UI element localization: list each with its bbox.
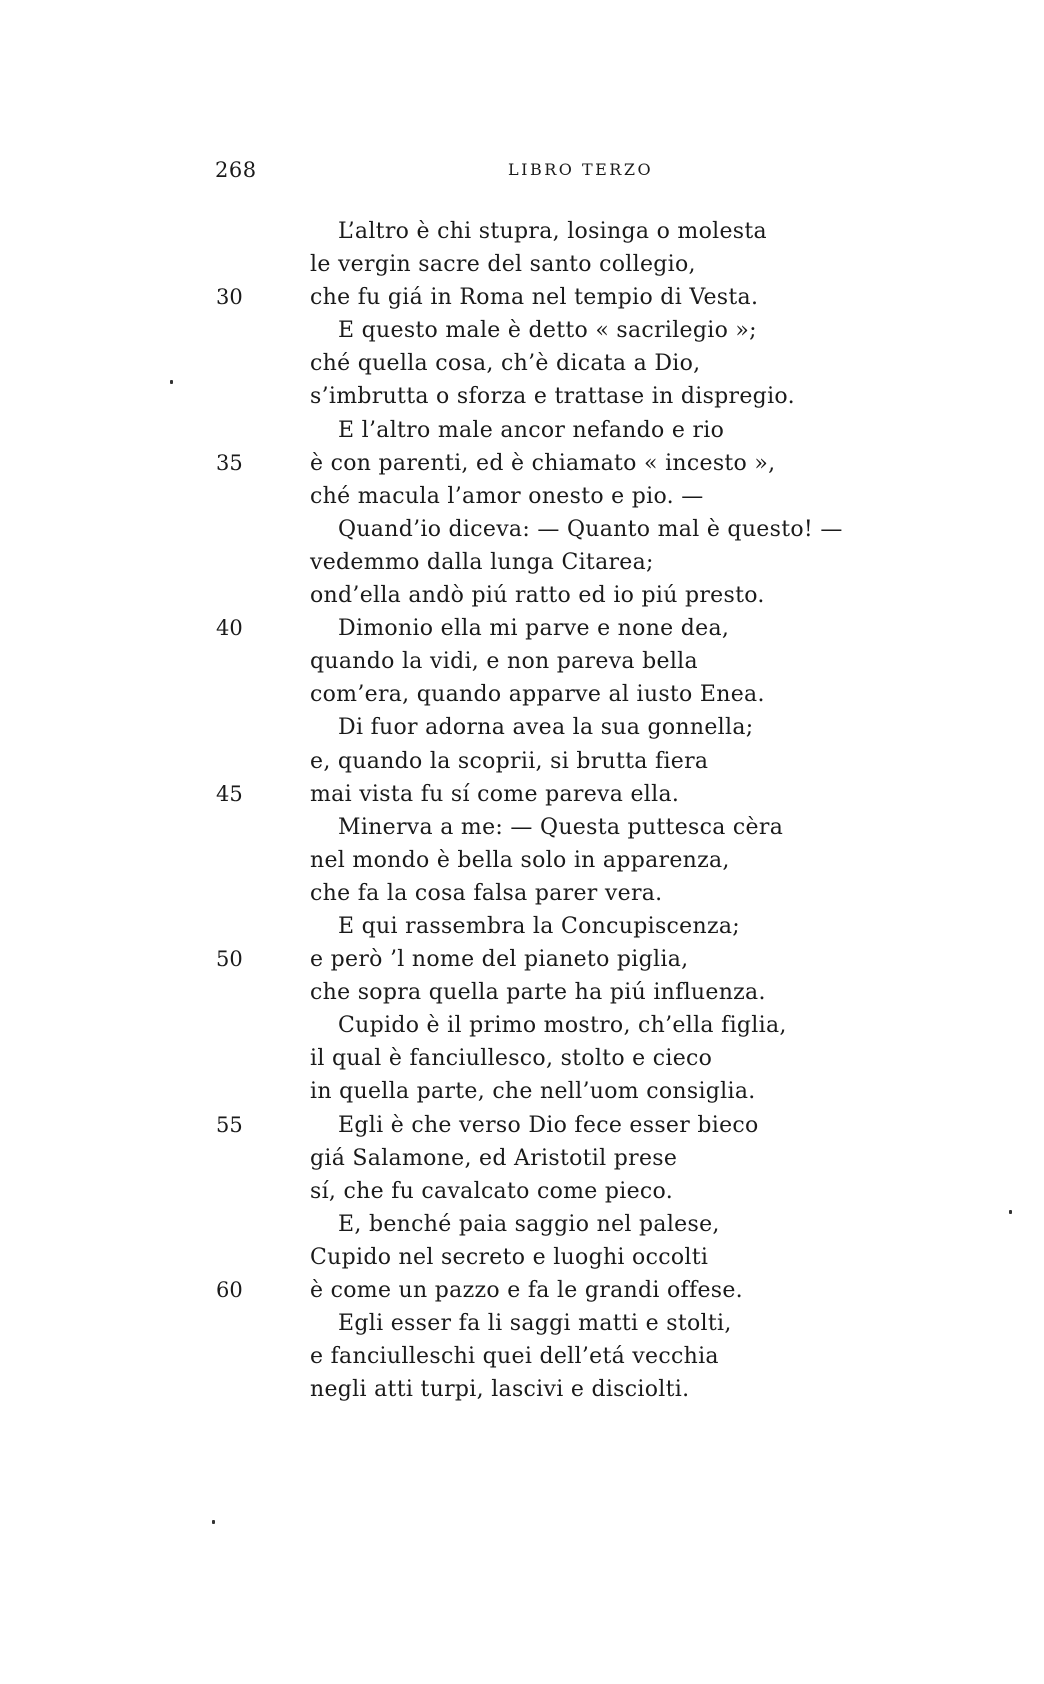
verse-text: Minerva a me: — Questa puttesca cèra [338, 814, 784, 840]
verse-text: E questo male è detto « sacrilegio »; [338, 318, 757, 344]
verse-text: quando la vidi, e non pareva bella [310, 649, 698, 675]
verse-text: E l’altro male ancor nefando e rio [338, 417, 725, 443]
verse-text: in quella parte, che nell’uom consiglia. [310, 1079, 756, 1105]
print-speck [170, 380, 173, 384]
verse-text: che fu giá in Roma nel tempio di Vesta. [310, 285, 759, 311]
verse-line [0, 844, 1044, 877]
verse-line [0, 1241, 1044, 1274]
verse-text: Quand’io diceva: — Quanto mal è questo! — [338, 516, 843, 542]
verse-text: ond’ella andò piú ratto ed io piú presto. [310, 583, 765, 609]
verse-text: nel mondo è bella solo in apparenza, [310, 847, 730, 873]
verse-text: è come un pazzo e fa le grandi offese. [310, 1278, 743, 1303]
verse-line [0, 943, 1044, 976]
verse-text: Cupido è il primo mostro, ch’ella figlia, [338, 1013, 787, 1039]
print-speck [212, 1520, 215, 1524]
verse-text: le vergin sacre del santo collegio, [310, 252, 696, 278]
verse-text: sí, che fu cavalcato come pieco. [310, 1178, 674, 1204]
verse-text: ché quella cosa, ch’è dicata a Dio, [310, 351, 701, 377]
verse-text: E, benché paia saggio nel palese, [338, 1211, 720, 1237]
page-header [0, 158, 1044, 188]
verse-text: mai vista fu sí come pareva ella. [310, 781, 680, 807]
line-number: 40 [216, 616, 243, 641]
verse-text: negli atti turpi, lascivi e disciolti. [310, 1377, 690, 1403]
verse-text: L’altro è chi stupra, losinga o molesta [338, 219, 767, 244]
verse-text: è con parenti, ed è chiamato « incesto », [310, 450, 776, 476]
line-number: 55 [216, 1112, 243, 1137]
verse-line [0, 976, 1044, 1009]
verse-line [0, 1340, 1044, 1373]
verse-text: Egli è che verso Dio fece esser bieco [338, 1112, 759, 1138]
verse-line [0, 248, 1044, 281]
verse-line [0, 480, 1044, 513]
verse-line [0, 380, 1044, 413]
verse-line [0, 1175, 1044, 1208]
verse-line [0, 414, 1044, 447]
verse-line [0, 1274, 1044, 1307]
verse-line [0, 678, 1044, 711]
line-number: 50 [216, 947, 243, 972]
verse-text: s’imbrutta o sforza e trattase in dispregio. [310, 384, 795, 410]
verse-line [0, 347, 1044, 380]
verse-line [0, 1142, 1044, 1175]
verse-line [0, 645, 1044, 678]
verse-text: che sopra quella parte ha piú influenza. [310, 980, 766, 1006]
verse-line [0, 546, 1044, 579]
verse-line [0, 1307, 1044, 1340]
verse-line [0, 1075, 1044, 1108]
verse-line [0, 1009, 1044, 1042]
verse-line [0, 778, 1044, 811]
verse-text: giá Salamone, ed Aristotil prese [310, 1145, 678, 1171]
verse-text: e però ’l nome del pianeto piglia, [310, 947, 689, 973]
line-number: 60 [216, 1278, 243, 1302]
verse-text: com’era, quando apparve al iusto Enea. [310, 682, 765, 708]
line-number: 30 [216, 285, 243, 310]
verse-line [0, 745, 1044, 778]
verse-line [0, 1042, 1044, 1075]
verse-line [0, 579, 1044, 612]
verse-text: Cupido nel secreto e luoghi occolti [310, 1244, 709, 1270]
verse-text: e, quando la scoprii, si brutta fiera [310, 748, 709, 774]
verse-line [0, 811, 1044, 844]
poem-body [0, 215, 1044, 1406]
verse-line [0, 711, 1044, 744]
verse-text: ché macula l’amor onesto e pio. — [310, 483, 704, 509]
verse-text: Egli esser fa li saggi matti e stolti, [338, 1311, 732, 1337]
running-title: LIBRO TERZO [508, 160, 654, 179]
verse-line [0, 910, 1044, 943]
verse-line [0, 1109, 1044, 1142]
verse-text: che fa la cosa falsa parer vera. [310, 880, 663, 906]
print-speck [1009, 1210, 1012, 1214]
verse-line [0, 1373, 1044, 1406]
verse-line [0, 281, 1044, 314]
verse-text: Dimonio ella mi parve e none dea, [338, 616, 730, 642]
verse-text: e fanciulleschi quei dell’etá vecchia [310, 1344, 719, 1370]
verse-line [0, 314, 1044, 347]
verse-text: E qui rassembra la Concupiscenza; [338, 913, 740, 939]
verse-line [0, 447, 1044, 480]
verse-line [0, 1208, 1044, 1241]
verse-line [0, 215, 1044, 248]
verse-line [0, 612, 1044, 645]
verse-line [0, 513, 1044, 546]
verse-text: Di fuor adorna avea la sua gonnella; [338, 715, 754, 741]
line-number: 45 [216, 781, 243, 806]
page-number: 268 [215, 158, 257, 182]
verse-line [0, 877, 1044, 910]
verse-text: il qual è fanciullesco, stolto e cieco [310, 1046, 713, 1072]
verse-text: vedemmo dalla lunga Citarea; [310, 549, 654, 575]
line-number: 35 [216, 450, 243, 475]
